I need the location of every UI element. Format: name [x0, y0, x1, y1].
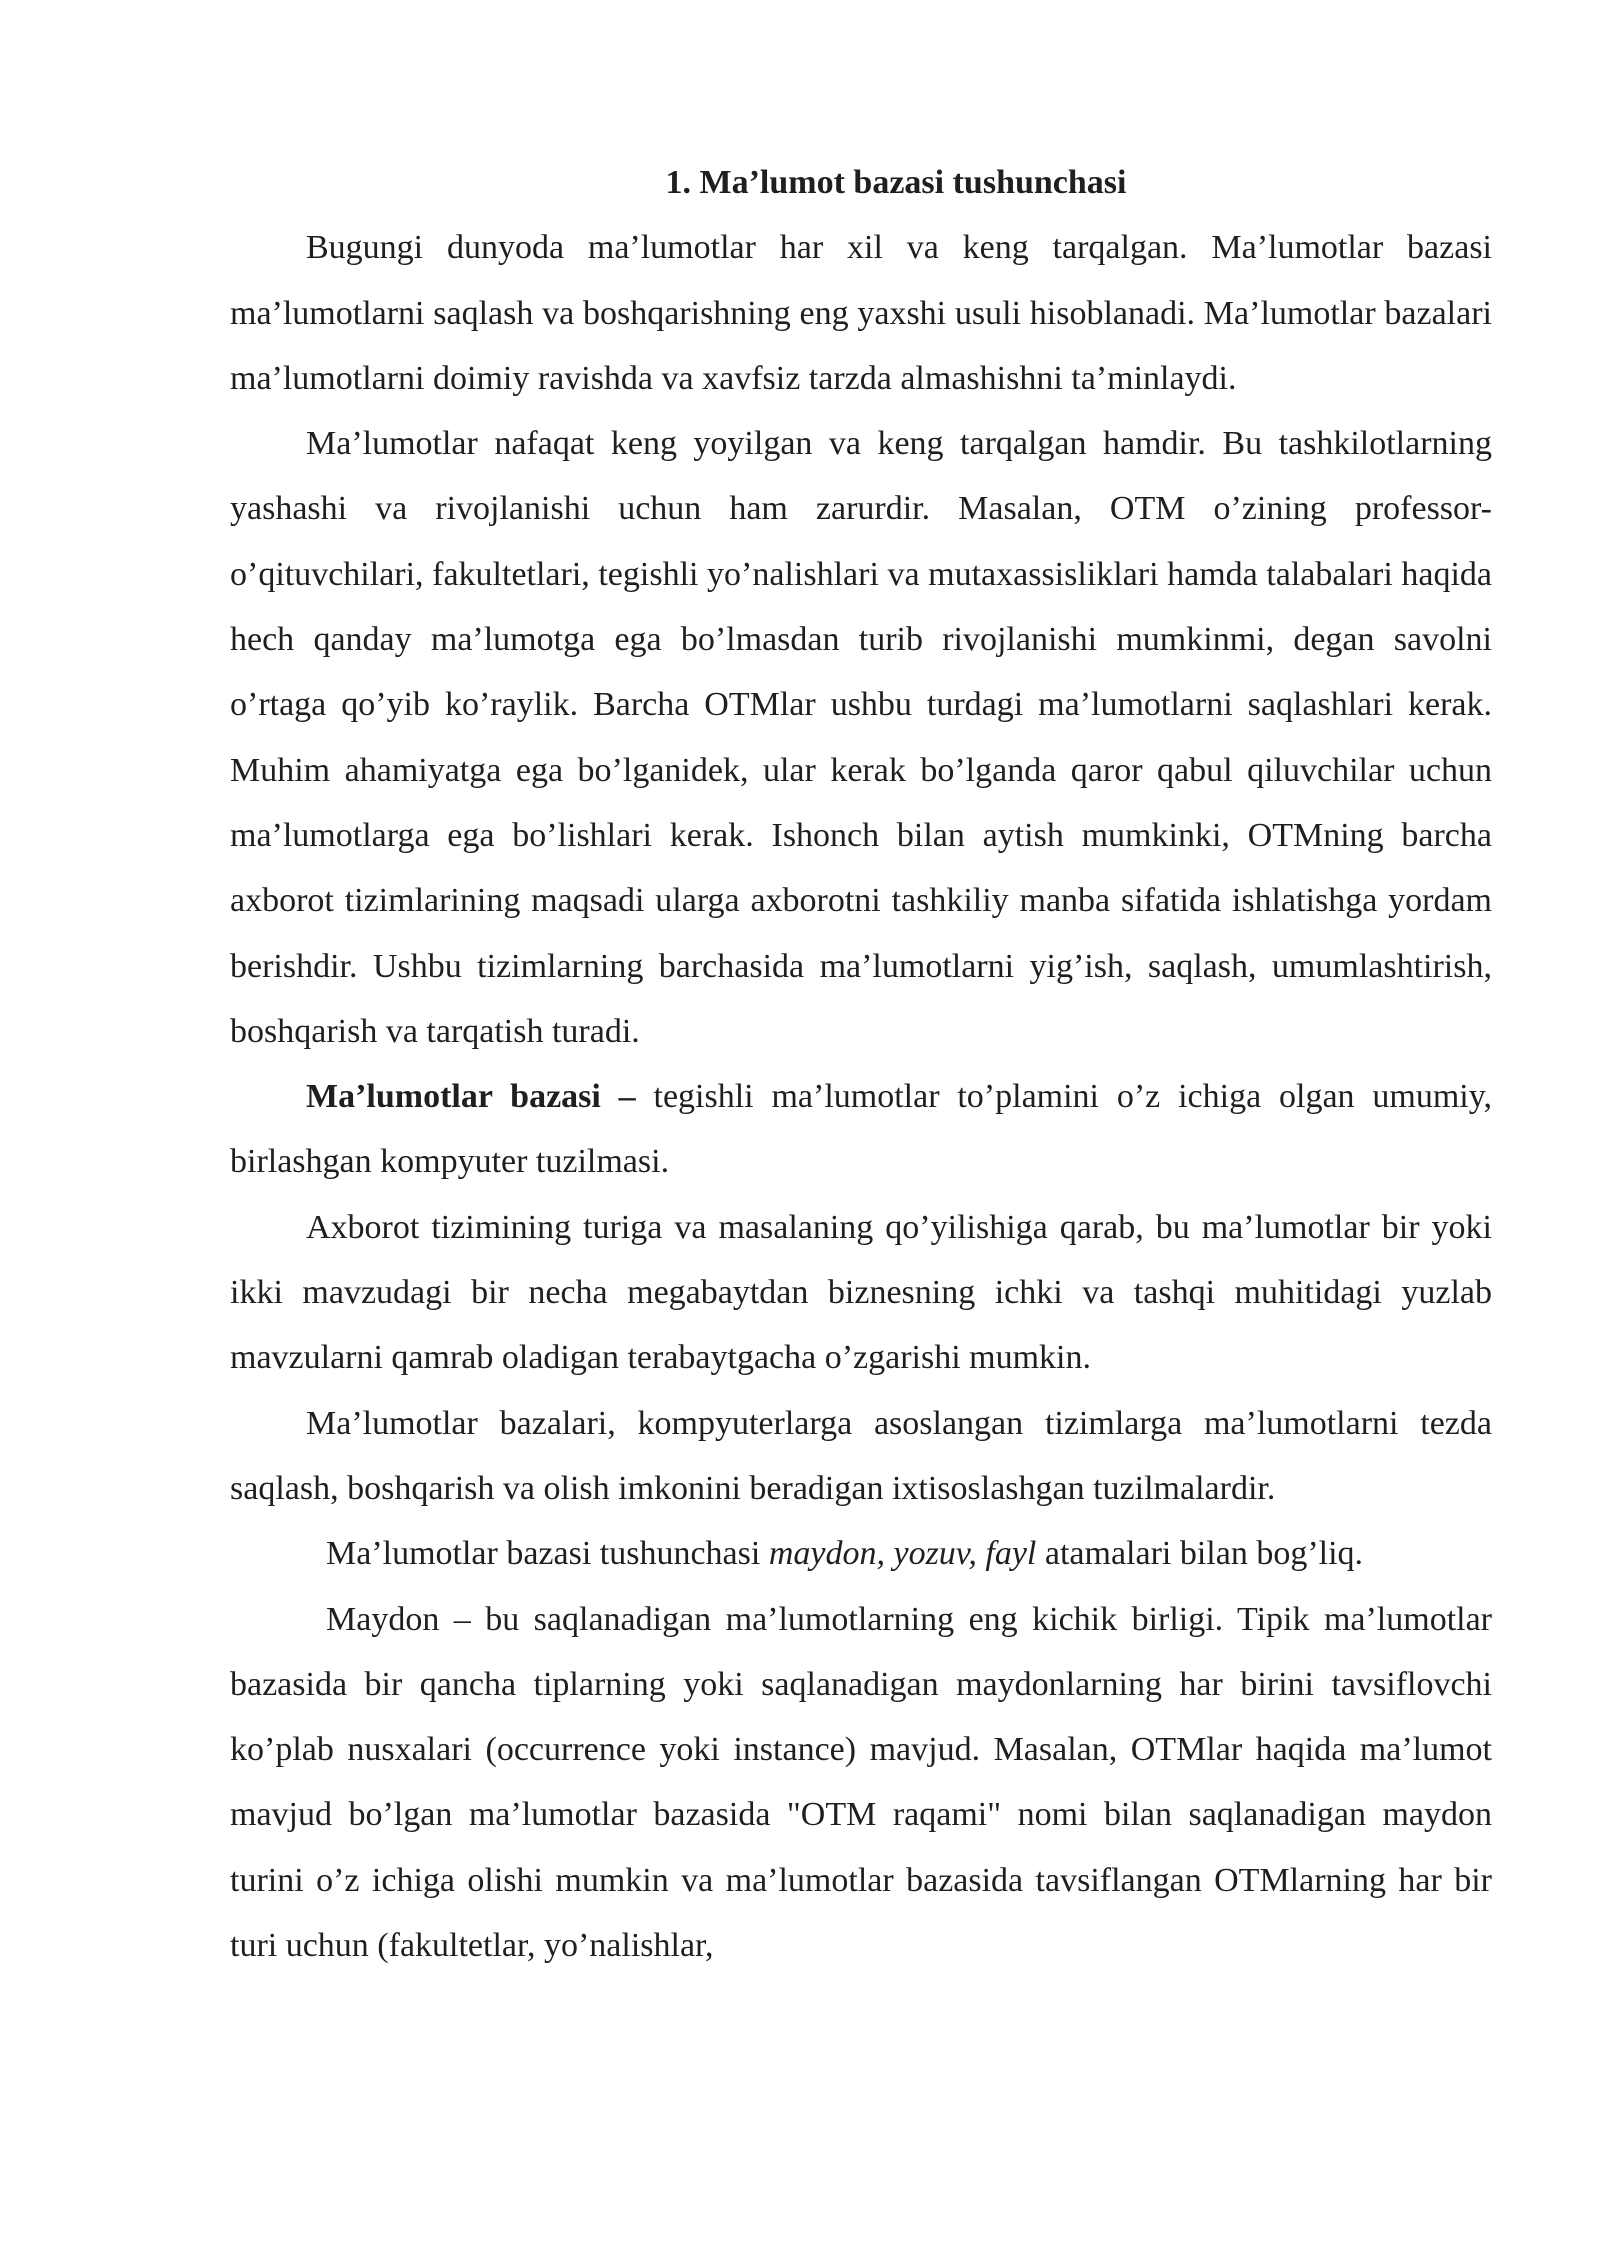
- paragraph-terms: [230, 1521, 1492, 1586]
- definition-text: tegishli ma’lumotlar to’plamini o’z ichiga olgan umumiy, birlashgan kompyuter tuzilmasi.: [230, 1078, 1492, 1181]
- definition-term: Ma’lumotlar bazasi –: [306, 1078, 636, 1116]
- paragraph-1: Bugungi dunyoda ma’lumotlar har xil va keng tarqalgan. Ma’lumotlar bazasi ma’lumotlarni saqlash va boshqarishning eng yaxshi usuli hisoblanadi. Ma’lumotlar bazalari ma’lumotlarni doimiy ravishda va xavfsiz tarzda almashishni ta’minlaydi.: [230, 229, 1492, 397]
- terms-text-after: atamalari bilan bog’liq.: [1036, 1535, 1364, 1573]
- terms-text-before: Ma’lumotlar bazasi tushunchasi: [326, 1535, 769, 1573]
- paragraph-7: Maydon – bu saqlanadigan ma’lumotlarning eng kichik birligi. Tipik ma’lumotlar bazasida bir qancha tiplarning yoki saqlanadigan maydonlarning har birini tavsiflovchi ko’plab nusxalari (occurrence yoki instance) mavjud. Masalan, OTMlar haqida ma’lumot mavjud bo’lgan ma’lumotlar bazasida "OTM raqami" nomi bilan saqlanadigan maydon turini o’z ichiga olishi mumkin va ma’lumotlar bazasida tavsiflangan OTMlarning har bir turi uchun (fakultetlar, yo’nalishlar,: [230, 1600, 1492, 1965]
- document-body: [230, 150, 1492, 1978]
- paragraph-definition: [230, 1064, 1492, 1195]
- terms-italic: maydon, yozuv, fayl: [768, 1535, 1037, 1573]
- paragraph-5: Ma’lumotlar bazalari, kompyuterlarga asoslangan tizimlarga ma’lumotlarni tezda saqlash, boshqarish va olish imkonini beradigan ixtisoslashgan tuzilmalardir.: [230, 1404, 1492, 1507]
- paragraph-2: Ma’lumotlar nafaqat keng yoyilgan va keng tarqalgan hamdir. Bu tashkilotlarning yashashi va rivojlanishi uchun ham zarurdir. Masalan, OTM o’zining professor-o’qituvchilari, fakultetlari, tegishli yo’nalishlari va mutaxassisliklari hamda talabalari haqida hech qanday ma’lumotga ega bo’lmasdan turib rivojlanishi mumkinmi, degan savolni o’rtaga qo’yib ko’raylik. Barcha OTMlar ushbu turdagi ma’lumotlarni saqlashlari kerak. Muhim ahamiyatga ega bo’lganidek, ular kerak bo’lganda qaror qabul qiluvchilar uchun ma’lumotlarga ega bo’lishlari kerak. Ishonch bilan aytish mumkinki, OTMning barcha axborot tizimlarining maqsadi ularga axborotni tashkiliy manba sifatida ishlatishga yordam berishdir. Ushbu tizimlarning barchasida ma’lumotlarni yig’ish, saqlash, umumlashtirish, boshqarish va tarqatish turadi.: [230, 425, 1492, 1050]
- paragraph-4: Axborot tizimining turiga va masalaning qo’yilishiga qarab, bu ma’lumotlar bir yoki ikki mavzudagi bir necha megabaytdan biznesning ichki va tashqi muhitidagi yuzlab mavzularni qamrab oladigan terabaytgacha o’zgarishi mumkin.: [230, 1208, 1492, 1377]
- section-title: 1. Ma’lumot bazasi tushunchasi: [665, 164, 1127, 201]
